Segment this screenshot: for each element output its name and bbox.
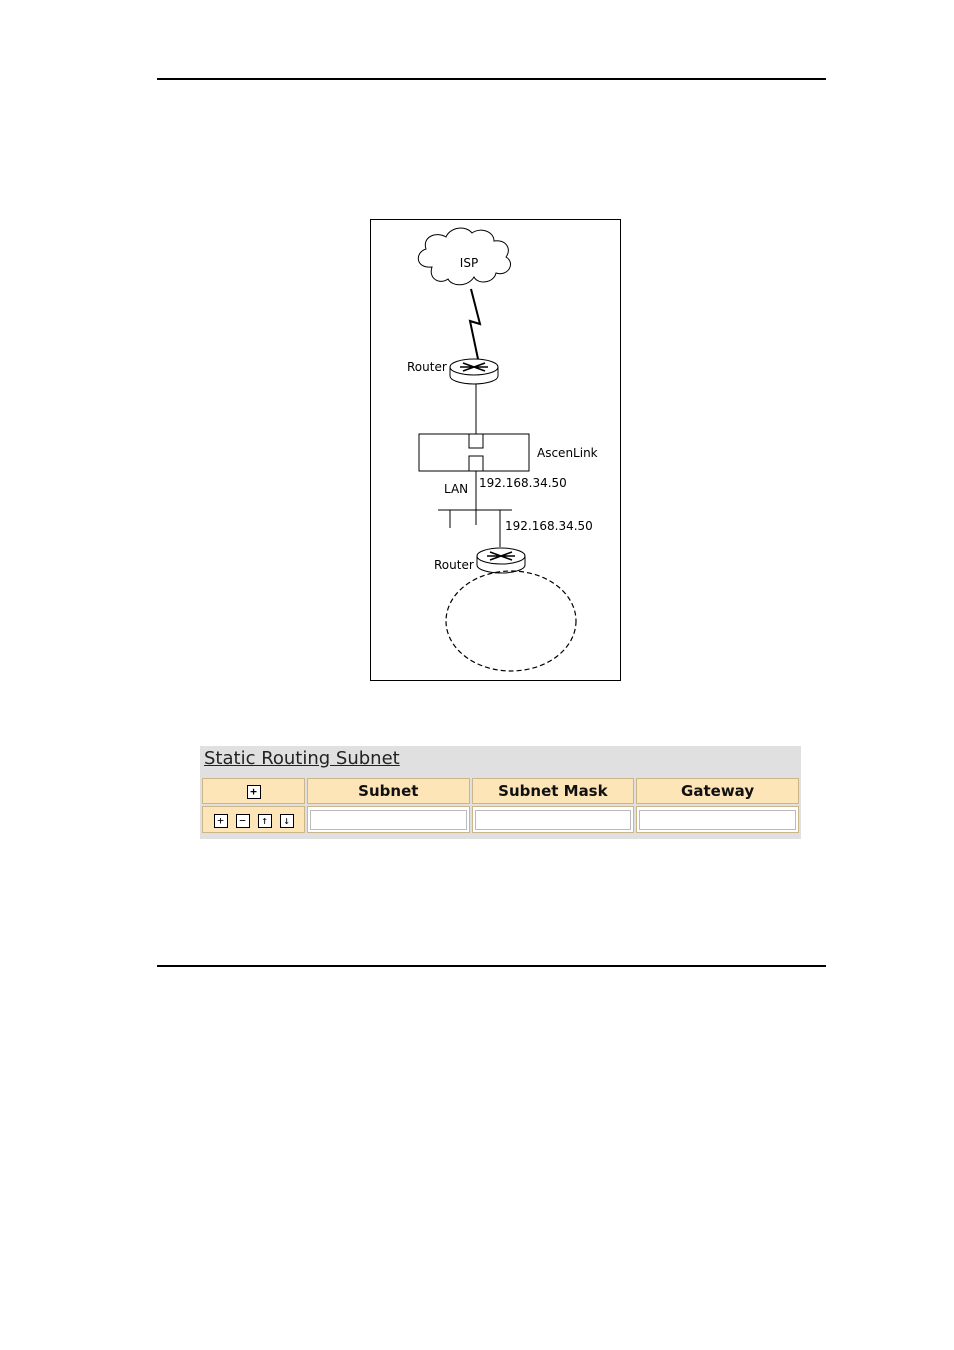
subnet-input[interactable] bbox=[310, 810, 467, 830]
router-top-icon bbox=[450, 359, 498, 384]
table-row bbox=[202, 806, 799, 833]
remove-row-icon[interactable]: − bbox=[236, 814, 250, 828]
wan-port-icon bbox=[469, 434, 483, 448]
lan-port-icon bbox=[469, 456, 483, 471]
network-diagram bbox=[370, 219, 621, 681]
static-routing-panel bbox=[200, 746, 801, 839]
isp-label: ISP bbox=[459, 256, 479, 270]
insert-row-icon[interactable]: + bbox=[214, 814, 228, 828]
move-up-icon[interactable]: ↑ bbox=[258, 814, 272, 828]
static-routing-title[interactable]: Static Routing Subnet bbox=[204, 748, 400, 769]
router-bottom-icon bbox=[477, 548, 525, 573]
move-down-icon[interactable]: ↓ bbox=[280, 814, 294, 828]
router-bottom-label: Router bbox=[434, 558, 474, 572]
row-controls bbox=[202, 806, 305, 833]
subnet-mask-input[interactable] bbox=[475, 810, 632, 830]
column-header-gateway: Gateway bbox=[636, 778, 799, 804]
table-header-row bbox=[202, 778, 799, 804]
page-bottom-rule bbox=[157, 965, 826, 967]
gateway-input[interactable] bbox=[639, 810, 796, 830]
add-row-icon[interactable]: + bbox=[247, 785, 261, 799]
subnet-mask-cell bbox=[472, 806, 635, 833]
lan-label: LAN bbox=[444, 482, 469, 496]
network-diagram-svg bbox=[370, 219, 621, 681]
header-add-cell bbox=[202, 778, 305, 804]
static-routing-table bbox=[200, 776, 801, 835]
ip-lower-label: 192.168.34.50 bbox=[505, 519, 593, 533]
ip-upper-label: 192.168.34.50 bbox=[479, 476, 567, 490]
page-top-rule bbox=[157, 78, 826, 80]
device-label: AscenLink bbox=[537, 446, 598, 460]
gateway-cell bbox=[636, 806, 799, 833]
subnet-cell bbox=[307, 806, 470, 833]
router-top-label: Router bbox=[407, 360, 447, 374]
column-header-subnet: Subnet bbox=[307, 778, 470, 804]
column-header-subnet-mask: Subnet Mask bbox=[472, 778, 635, 804]
